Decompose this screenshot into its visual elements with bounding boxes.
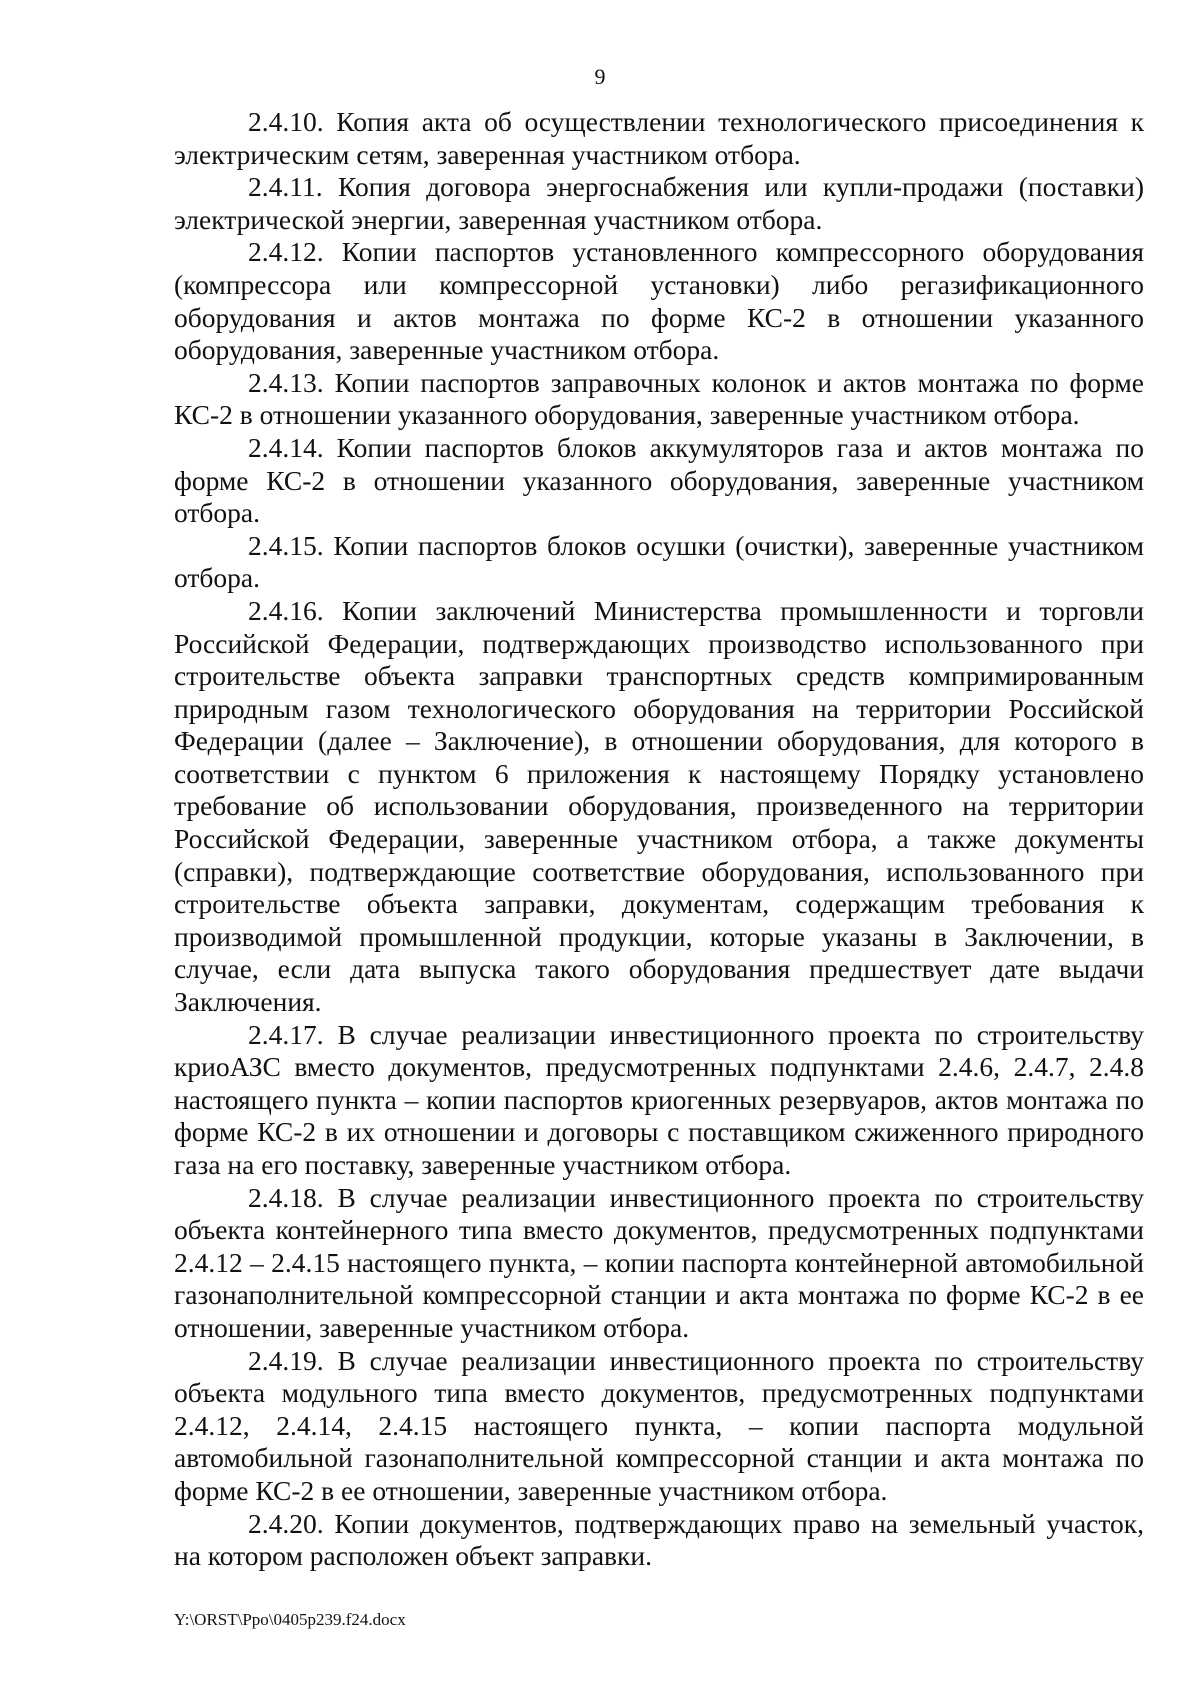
paragraph-2-4-15: 2.4.15. Копии паспортов блоков осушки (очистки), заверенные участником отбора. [174, 529, 1144, 594]
document-body [174, 106, 1144, 1573]
paragraph-2-4-14: 2.4.14. Копии паспортов блоков аккумуляторов газа и актов монтажа по форме КС-2 в отношении указанного оборудования, заверенные участником отбора. [174, 431, 1144, 529]
paragraph-2-4-18: 2.4.18. В случае реализации инвестиционного проекта по строительству объекта контейнерного типа вместо документов, предусмотренных подпунктами 2.4.12 – 2.4.15 настоящего пункта, – копии паспорта контейнерной автомобильной газонаполнительной компрессорной станции и акта монтажа по форме КС-2 в ее отношении, заверенные участником отбора. [174, 1181, 1144, 1343]
paragraph-2-4-17: 2.4.17. В случае реализации инвестиционного проекта по строительству криоАЗС вместо документов, предусмотренных подпунктами 2.4.6, 2.4.7, 2.4.8 настоящего пункта – копии паспортов криогенных резервуаров, актов монтажа по форме КС-2 в их отношении и договоры с поставщиком сжиженного природного газа на его поставку, заверенные участником отбора. [174, 1018, 1144, 1180]
footer-file-path: Y:\ORST\Ppo\0405p239.f24.docx [174, 1610, 406, 1629]
paragraph-2-4-10: 2.4.10. Копия акта об осуществлении технологического присоединения к электрическим сетям, заверенная участником отбора. [174, 106, 1144, 170]
paragraph-2-4-19: 2.4.19. В случае реализации инвестиционного проекта по строительству объекта модульного типа вместо документов, предусмотренных подпунктами 2.4.12, 2.4.14, 2.4.15 настоящего пункта, – копии паспорта модульной автомобильной газонаполнительной компрессорной станции и акта монтажа по форме КС-2 в ее отношении, заверенные участником отбора. [174, 1344, 1144, 1506]
paragraph-2-4-20: 2.4.20. Копии документов, подтверждающих право на земельный участок, на котором расположен объект заправки. [174, 1507, 1144, 1572]
paragraph-2-4-11: 2.4.11. Копия договора энергоснабжения или купли-продажи (поставки) электрической энергии, заверенная участником отбора. [174, 171, 1144, 235]
paragraph-2-4-13: 2.4.13. Копии паспортов заправочных колонок и актов монтажа по форме КС-2 в отношении указанного оборудования, заверенные участником отбора. [174, 366, 1144, 431]
page-number: 9 [594, 64, 606, 89]
paragraph-2-4-16: 2.4.16. Копии заключений Министерства промышленности и торговли Российской Федерации, подтверждающих производство использованного при строительстве объекта заправки транспортных средств компримированным природным газом технологического оборудования на территории Российской Федерации (далее – Заключение), в отношении оборудования, для которого в соответствии с пунктом 6 приложения к настоящему Порядку установлено требование об использовании оборудования, произведенного на территории Российской Федерации, заверенные участником отбора, а также документы (справки), подтверждающие соответствие оборудования, использованного при строительстве объекта заправки, документам, содержащим требования к производимой промышленной продукции, которые указаны в Заключении, в случае, если дата выпуска такого оборудования предшествует дате выдачи Заключения. [174, 594, 1144, 1018]
paragraph-2-4-12: 2.4.12. Копии паспортов установленного компрессорного оборудования (компрессора или компрессорной установки) либо регазификационного оборудования и актов монтажа по форме КС-2 в отношении указанного оборудования, заверенные участником отбора. [174, 236, 1144, 366]
